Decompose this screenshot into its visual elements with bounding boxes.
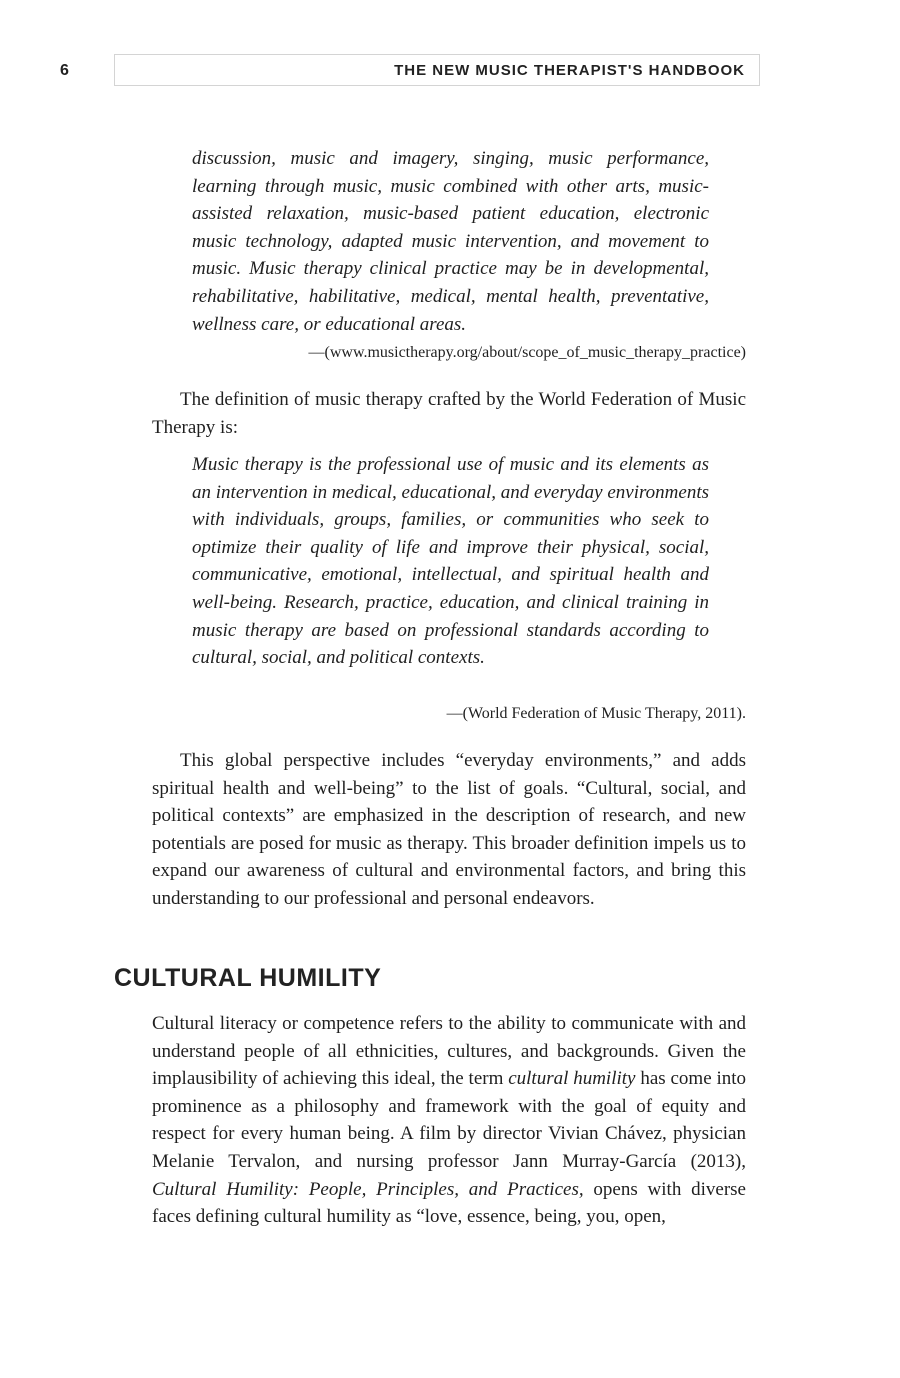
running-head: THE NEW MUSIC THERAPIST'S HANDBOOK	[114, 54, 760, 86]
paragraph-cultural-humility	[152, 1010, 746, 1231]
paragraph-wfmt-intro: The definition of music therapy crafted by the World Federation of Music Therapy is:	[152, 389, 746, 438]
section-heading-cultural-humility: CULTURAL HUMILITY	[114, 964, 382, 992]
paragraph-text-c: opens with diverse faces defining cultural humility as “love, essence, being, you, open,	[152, 1178, 746, 1228]
block-quote-scope: discussion, music and imagery, singing, music performance, learning through music, music combined with other arts, music-assisted relaxation, music-based patient education, electronic music technology, adapted music intervention, and movement to music. Music therapy clinical practice may be in developmental, rehabilitative, habilitative, medical, mental health, preventative, wellness care, or educational areas.	[192, 148, 709, 335]
quote-attribution-scope: —(www.musictherapy.org/about/scope_of_music_therapy_practice)	[308, 344, 746, 361]
block-quote-wfmt: Music therapy is the professional use of music and its elements as an intervention in medical, educational, and everyday environments with individuals, groups, families, or communities who seek to optimize their quality of life and improve their physical, social, communicative, emotional, intellectual, and spiritual health and well-being. Research, practice, education, and clinical training in music therapy are based on professional standards according to cultural, social, and political contexts.	[192, 454, 709, 669]
paragraph-global-perspective: This global perspective includes “everyday environments,” and adds spiritual health and well-being” to the list of goals. “Cultural, social, and political contexts” are emphasized in the description of research, and new potentials are posed for music as therapy. This broader definition impels us to expand our awareness of cultural and environmental factors, and bring this understanding to our professional and personal endeavors.	[152, 750, 746, 909]
page-number: 6	[60, 62, 69, 79]
term-cultural-humility: cultural humility	[508, 1068, 636, 1090]
quote-attribution-wfmt: —(World Federation of Music Therapy, 2011).	[446, 705, 746, 722]
paragraph-text-b: has come into prominence as a philosophy and framework with the goal of equity and respect for every human being. A film by director Vivian Chávez, physician Melanie Tervalon, and nursing professor Jann Murray-García (2013),	[152, 1068, 747, 1172]
paragraph-text-a: Cultural literacy or competence refers to the ability to communicate with and understand people of all ethnicities, cultures, and backgrounds. Given the implausibility of achieving this ideal, the term	[152, 1013, 746, 1090]
film-title: Cultural Humility: People, Principles, and Practices,	[152, 1178, 584, 1200]
